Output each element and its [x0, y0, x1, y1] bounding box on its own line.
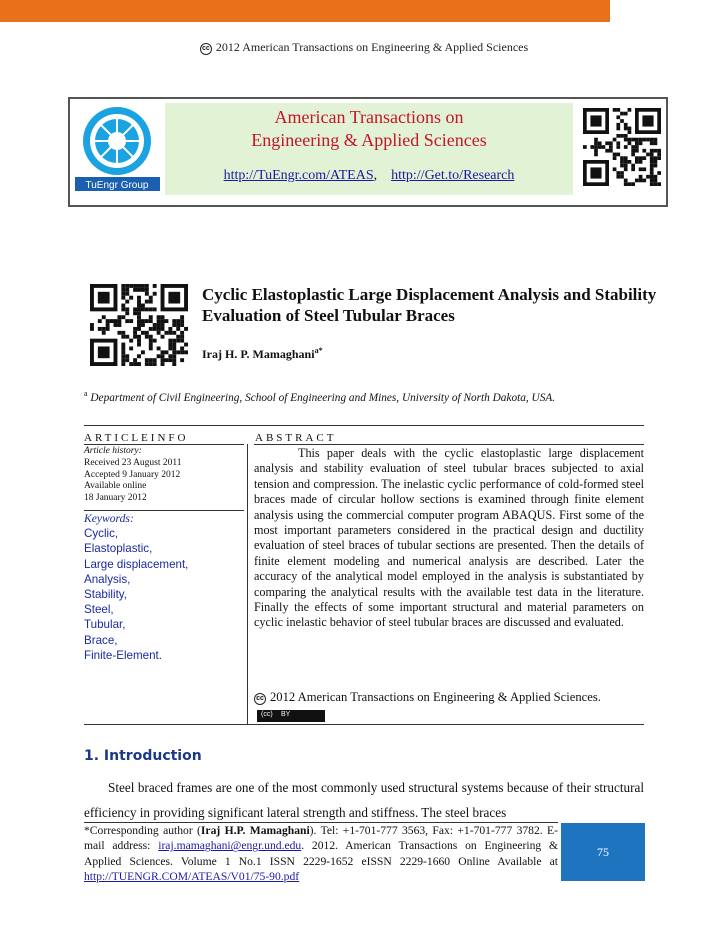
introduction-text: Steel braced frames are one of the most commonly used structural systems because of their structural efficiency in providing significant lateral strength and stiffness. The steel braces [84, 780, 644, 820]
keyword-item: Cyclic, [84, 527, 119, 541]
article-info-heading: ARTICLEINFO [84, 432, 189, 444]
paper-qr-code-icon [90, 284, 188, 366]
footnote: *Corresponding author (Iraj H.P. Mamaghani). Tel: +1-701-777 3563, Fax: +1-701-777 3782. E-mail address: iraj.mamaghani@engr.und.edu. 2012. American Transactions on Engineering & Applied Sciences. Volume 1 No.1 ISSN 2229-1652 eISSN 2229-1660 Online Available at http://TUENGR.COM/ATEAS/V01/75-90.pdf [84, 824, 558, 884]
article-history: Article history: Received 23 August 2011 Accepted 9 January 2012 Available online 18 January 2012 [84, 446, 182, 504]
email-link[interactable]: iraj.mamaghani@engr.und.edu [158, 839, 302, 853]
info-rule [84, 444, 244, 445]
keyword-item: Large displacement, [84, 557, 189, 571]
logo-text: TuEngr Group [85, 180, 149, 191]
section-rule [84, 425, 644, 426]
journal-links: http://TuEngr.com/ATEAS, http://Get.to/Research [223, 168, 515, 183]
keyword-item: Tubular, [84, 618, 126, 632]
author-name: Iraj H. P. Mamaghani$^{a*}$ [202, 346, 323, 361]
research-link[interactable]: http://Get.to/Research [391, 168, 515, 183]
abstract-rule [254, 444, 644, 445]
paper-title: Cyclic Elastoplastic Large Displacement Analysis and Stability Evaluation of Steel Tubular Braces [202, 285, 657, 325]
keyword-item: Analysis, [84, 572, 131, 586]
introduction-heading: 1. Introduction [84, 748, 202, 764]
qr-code-icon [583, 106, 661, 188]
header-copyright: cc 2012 American Transactions on Engineering & Applied Sciences [0, 40, 728, 55]
tuengr-logo [75, 103, 160, 191]
page-number: 75 [561, 823, 645, 881]
pdf-link[interactable]: http://TUENGR.COM/ATEAS/V01/75-90.pdf [84, 870, 300, 884]
cc-by-license-badge[interactable]: (cc) BY [257, 710, 325, 722]
keyword-item: Brace, [84, 633, 118, 647]
header-right-border [666, 97, 668, 207]
top-color-bar [0, 0, 610, 22]
affiliation: $^a$ Department of Civil Engineering, School of Engineering and Mines, University of North Dakota, USA. [84, 389, 556, 404]
column-divider [247, 444, 248, 724]
copyright-icon: cc [254, 693, 266, 705]
header-top-rule [68, 97, 668, 99]
header-left-border [68, 97, 70, 207]
copyright-icon: cc [200, 43, 212, 55]
keyword-item: Finite-Element. [84, 648, 162, 662]
end-rule [84, 724, 644, 725]
abstract-text: This paper deals with the cyclic elastoplastic large displacement analysis and stability evaluation of steel tubular braces subjected to axial tension and compression. The inelastic cyclic performance of cold-formed steel braces made of circular hollow sections is examined through finite element analysis using the commercial computer program ABAQUS. First some of the most important parameters considered in the practical design and ductility evaluation of steel braces of tubular sections are presented. Then the details of finite element modeling and numerical analysis are described. Later the accuracy of the analytical model employed in the analysis is substantiated by comparing the analytical results with the available test data in the literature. Finally the effects of some important structural and material parameters on cyclic inelastic behavior of steel tubular braces are discussed and evaluated. [254, 446, 644, 630]
keyword-item: Steel, [84, 603, 114, 617]
keywords: Keywords: Cyclic, Elastoplastic, Large displacement, Analysis, Stability, Steel, Tubular, Brace, Finite-Element. [84, 511, 244, 663]
ateas-link[interactable]: http://TuEngr.com/ATEAS [223, 168, 374, 183]
abstract-heading: ABSTRACT [255, 432, 337, 444]
keyword-item: Stability, [84, 588, 127, 602]
header-bottom-rule [68, 205, 668, 207]
journal-title: American Transactions on Engineering & Applied Sciences [251, 107, 487, 150]
keyword-item: Elastoplastic, [84, 542, 153, 556]
abstract-copyright: cc 2012 American Transactions on Engineering & Applied Sciences. [254, 690, 654, 705]
